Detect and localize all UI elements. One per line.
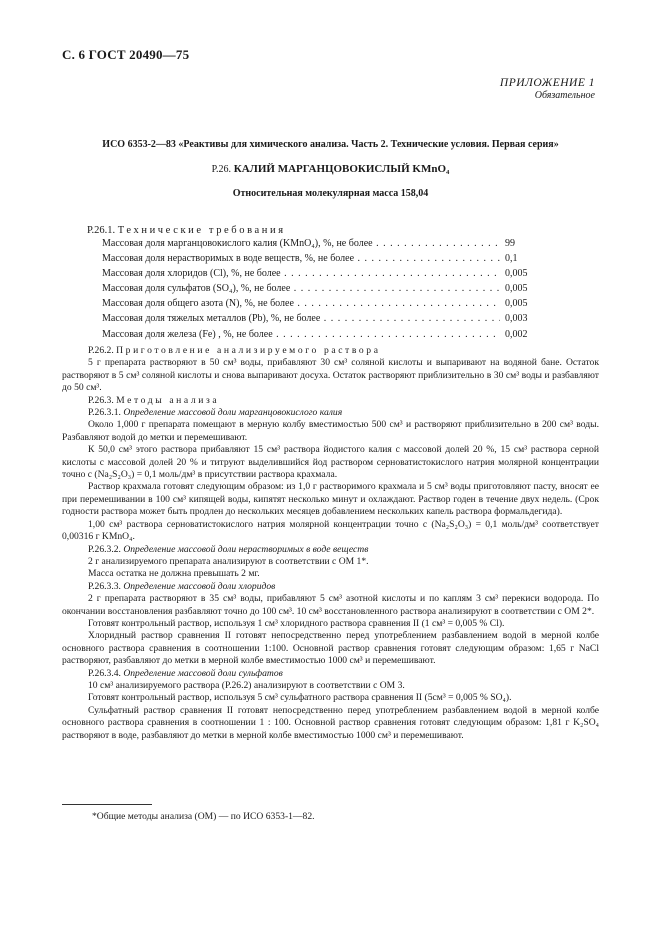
paragraph: К 50,0 см³ этого раствора прибавляют 15 см³ раствора йодистого калия с массовой долей 20 %, 15 см³ раствора серной кислоты с массовой долей 20 % и титруют выделившийся йод раствором серноватистокислого натрия молярной концентрации точно c (Na₂S₂O₃) = 0,1 моль/дм³ в присутствии раствора крахмала. [62, 444, 599, 481]
requirement-value: 0,005 [505, 268, 528, 280]
section-heading-methods [62, 395, 599, 407]
document-body [62, 345, 599, 742]
section-number: Р.26.2. [88, 345, 114, 356]
subsection-title: Определение массовой доли марганцовокислого калия [123, 407, 343, 419]
paragraph: 5 г препарата растворяют в 50 см³ воды, прибавляют 30 см³ соляной кислоты и выпаривают на водяной бане. Остаток растворяют в 5 см³ соляной кислоты и снова выпаривают досуха. Остаток растворяют приблизительно в 30 см³ воды и разбавляют до 50 см³. [62, 357, 599, 394]
subsection-title: Определение массовой доли нерастворимых в воде веществ [123, 543, 369, 555]
requirements-heading [87, 225, 286, 236]
subsection-heading [62, 407, 599, 419]
requirement-row [102, 236, 602, 251]
requirement-value: 0,1 [505, 253, 518, 265]
requirement-label: Массовая доля общего азота (N), %, не более . . . [102, 296, 500, 311]
subsection-number: Р.26.3.2. [88, 543, 121, 555]
section-number: Р.26.3. [88, 394, 114, 406]
paragraph: Хлоридный раствор сравнения II готовят непосредственно перед употреблением разбавлением водой в мерной колбе основного раствора сравнения в соотношении 1:100. Основной раствор сравнения готовят следующим образом: 1,65 г NaCl растворяют, разбавляют до метки в мерной колбе вместимостью 1000 см³ и перемешивают. [62, 630, 599, 667]
paragraph: Сульфатный раствор сравнения II готовят непосредственно перед употреблением разбавлением водой в мерной колбе основного раствора сравнения в соотношении 1 : 100. Основной раствор сравнения готовят следующим образом: 1,81 г K₂SO₄ растворяют в воде, разбавляют до метки в мерной колбе вместимостью 1000 см³ и перемешивают. [62, 704, 599, 741]
requirement-label: Массовая доля железа (Fe) , %, не более . . . [102, 327, 500, 342]
product-name: КАЛИЙ МАРГАНЦОВОКИСЛЫЙ KMnO₄ [233, 163, 450, 175]
subsection-number: Р.26.3.4. [88, 667, 121, 679]
requirement-value: 0,005 [505, 283, 528, 295]
requirements-title: Технические требования [117, 225, 286, 236]
paragraph: 1,00 см³ раствора серноватистокислого натрия молярной концентрации точно c (Na₂S₂O₃) = 0,1 моль/дм³ соответствует 0,00316 г KMnO₄. [62, 518, 599, 543]
requirement-label: Массовая доля сульфатов (SO₄), %, не более . . . [102, 281, 500, 296]
appendix-note: Обязательное [534, 90, 595, 101]
appendix-title: ПРИЛОЖЕНИЕ 1 [499, 77, 595, 89]
subsection-number: Р.26.3.1. [88, 407, 121, 419]
page-header: С. 6 ГОСТ 20490—75 [62, 47, 190, 62]
requirement-label: Массовая доля хлоридов (Cl), %, не более . . . [102, 266, 500, 281]
subsection-heading [62, 544, 599, 556]
requirement-value: 0,003 [505, 313, 528, 325]
section-heading-prep [62, 345, 599, 357]
paragraph: Готовят контрольный раствор, используя 5 см³ сульфатного раствора сравнения II (5см³ = 0,005 % SO₄). [88, 692, 512, 704]
requirement-row [102, 296, 602, 311]
requirement-value: 0,002 [505, 328, 528, 340]
requirement-label: Массовая доля тяжелых металлов (Pb), %, не более . . . [102, 311, 500, 326]
paragraph: Около 1,000 г препарата помещают в мерную колбу вместимостью 500 см³ и растворяют приблизительно в 200 см³ воды. Разбавляют водой до метки и перемешивают. [62, 419, 599, 443]
requirement-row [102, 311, 602, 326]
paragraph: Масса остатка не должна превышать 2 мг. [88, 568, 260, 580]
requirements-number: Р.26.1. [87, 225, 116, 236]
paragraph: Готовят контрольный раствор, используя 1 см³ хлоридного раствора сравнения II (1 см³ = 0,005 % Cl). [88, 617, 505, 629]
footnote: *Общие методы анализа (ОМ) — по ИСО 6353-1—82. [92, 811, 315, 822]
appendix-block [500, 77, 595, 101]
section-title: Приготовление анализируемого раствора [116, 345, 381, 356]
requirement-row [102, 251, 602, 266]
paragraph: 2 г анализируемого препарата анализируют в соответствии с ОМ 1*. [88, 555, 369, 567]
section-title: Методы анализа [116, 394, 220, 406]
paragraph: Раствор крахмала готовят следующим образом: из 1,0 г растворимого крахмала и 5 см³ воды приготовляют пасту, вносят ее при перемешивании в 100 см³ кипящей воды, кипятят несколько минут и охлаждают. Раствор годен в течение двух недель. (Срок годности раствора может быть продлен до нескольких месяцев добавлением нескольких капель раствора формальдегида). [62, 481, 599, 518]
subsection-heading [62, 668, 599, 680]
requirement-row [102, 266, 602, 281]
requirement-row [102, 281, 602, 296]
requirements-list [102, 236, 602, 342]
requirement-label: Массовая доля нерастворимых в воде веществ, %, не более . . . [102, 251, 500, 266]
requirement-label: Массовая доля марганцовокислого калия (KMnO₄), %, не более . . . [102, 236, 500, 251]
subsection-number: Р.26.3.3. [88, 580, 121, 592]
footnote-divider [62, 804, 152, 805]
molar-mass: Относительная молекулярная масса 158,04 [232, 188, 429, 199]
subsection-title: Определение массовой доли сульфатов [123, 667, 283, 679]
product-prefix: Р.26. [211, 164, 231, 175]
product-title [0, 163, 661, 175]
iso-standard-title: ИСО 6353-2—83 «Реактивы для химического анализа. Часть 2. Технические условия. Первая серия» [102, 139, 559, 150]
paragraph: 10 см³ анализируемого раствора (Р.26.2) анализируют в соответствии с ОМ 3. [88, 679, 405, 691]
requirement-value: 0,005 [505, 298, 528, 310]
requirement-row [102, 327, 602, 342]
paragraph: 2 г препарата растворяют в 35 см³ воды, прибавляют 5 см³ азотной кислоты и по каплям 3 см³ перекиси водорода. По окончании восстановления разбавляют точно до 100 см³. 10 см³ восстановленного раствора анализируют в соответствии с ОМ 2*. [62, 593, 599, 617]
subsection-title: Определение массовой доли хлоридов [123, 580, 276, 592]
subsection-heading [62, 581, 599, 593]
requirement-value: 99 [505, 238, 515, 249]
